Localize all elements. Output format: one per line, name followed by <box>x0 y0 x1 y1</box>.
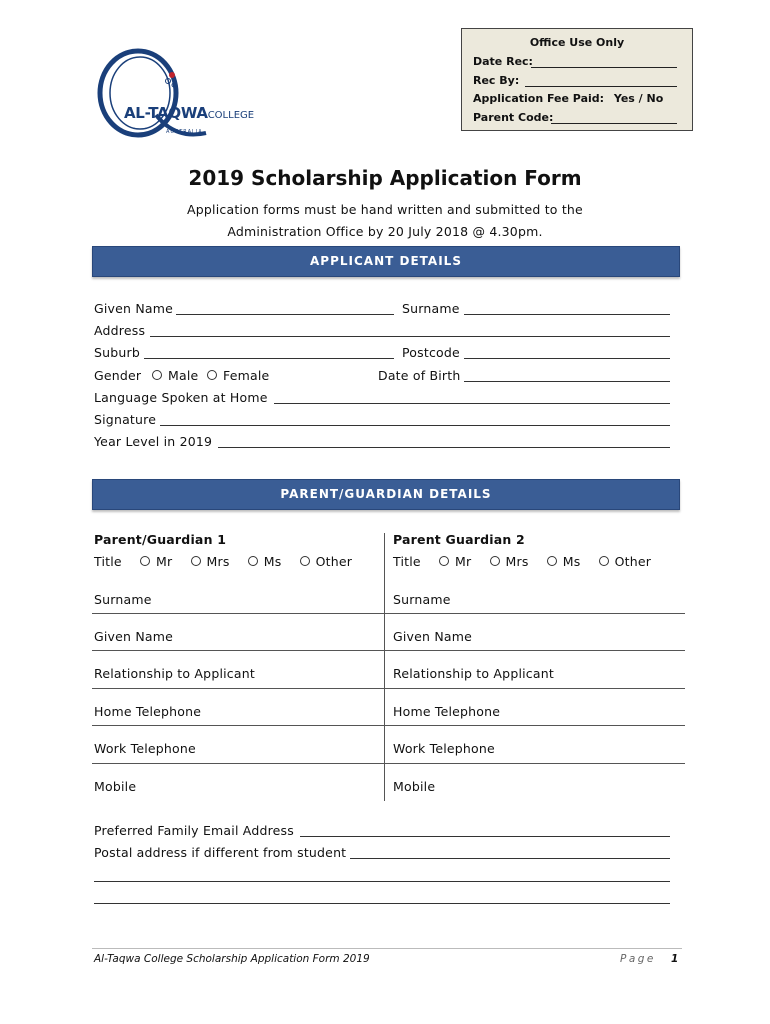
g1-other-option[interactable]: Other <box>300 554 353 569</box>
guardian-1-heading: Parent/Guardian 1 <box>94 532 227 547</box>
guardian-details-header: PARENT/GUARDIAN DETAILS <box>92 479 680 510</box>
guardian-1-title-options: Title Mr Mrs Ms Other <box>94 554 353 569</box>
logo-wordmark: AL-TAQWACOLLEGE <box>124 104 255 122</box>
radio-icon[interactable] <box>547 556 557 566</box>
female-radio-icon[interactable] <box>207 370 217 380</box>
footer-page-label: Page <box>620 953 656 965</box>
family-email-field[interactable] <box>300 836 670 837</box>
radio-icon[interactable] <box>599 556 609 566</box>
form-title: 2019 Scholarship Application Form <box>188 166 582 190</box>
g2-work-telephone-label[interactable]: Work Telephone <box>393 741 495 756</box>
office-rec-by: Rec By: <box>473 74 519 87</box>
footer-page-number: 1 <box>671 953 679 965</box>
postal-address-field-3[interactable] <box>94 903 670 904</box>
guardian-2-title-options: Title Mr Mrs Ms Other <box>393 554 652 569</box>
applicant-details-header: APPLICANT DETAILS <box>92 246 680 277</box>
row-divider <box>92 613 685 614</box>
g2-mobile-label[interactable]: Mobile <box>393 779 436 794</box>
suburb-field[interactable] <box>144 358 394 359</box>
address-field[interactable] <box>150 336 670 337</box>
g2-home-telephone-label[interactable]: Home Telephone <box>393 704 501 719</box>
guardian-table <box>92 530 685 802</box>
table-column-divider <box>384 533 385 801</box>
g1-mobile-label[interactable]: Mobile <box>94 779 137 794</box>
language-field[interactable] <box>274 403 670 404</box>
parent-code-blank <box>551 123 677 124</box>
instruction-line-1: Application forms must be hand written and submitted to the <box>187 202 583 217</box>
g2-ms-option[interactable]: Ms <box>547 554 581 569</box>
radio-icon[interactable] <box>191 556 201 566</box>
office-use-box <box>461 28 693 131</box>
g1-home-telephone-label[interactable]: Home Telephone <box>94 704 202 719</box>
suburb-postcode-row: Suburb Postcode <box>94 345 672 363</box>
radio-icon[interactable] <box>248 556 258 566</box>
postal-address-row: Postal address if different from student <box>94 845 672 863</box>
given-name-surname-row: Given Name Surname <box>94 301 672 319</box>
guardian-2-heading: Parent Guardian 2 <box>393 532 525 547</box>
logo-country: AUSTRALIA <box>166 129 203 135</box>
postcode-field[interactable] <box>464 358 670 359</box>
office-fee-paid: Application Fee Paid: Yes / No <box>473 92 664 105</box>
g1-relationship-label[interactable]: Relationship to Applicant <box>94 666 255 681</box>
g1-given-name-label[interactable]: Given Name <box>94 629 174 644</box>
footer-divider <box>92 948 682 949</box>
year-level-row: Year Level in 2019 <box>94 434 672 452</box>
instruction-line-2: Administration Office by 20 July 2018 @ 4.30pm. <box>227 224 543 239</box>
radio-icon[interactable] <box>490 556 500 566</box>
signature-row: Signature <box>94 412 672 430</box>
g2-relationship-label[interactable]: Relationship to Applicant <box>393 666 554 681</box>
g1-surname-label[interactable]: Surname <box>94 592 152 607</box>
office-use-title: Office Use Only <box>529 36 625 49</box>
postal-address-field-2[interactable] <box>94 881 670 882</box>
language-row: Language Spoken at Home <box>94 390 672 408</box>
office-date-rec: Date Rec: <box>473 55 533 68</box>
office-parent-code: Parent Code: <box>473 111 553 124</box>
year-level-field[interactable] <box>218 447 670 448</box>
radio-icon[interactable] <box>439 556 449 566</box>
row-divider <box>92 725 685 726</box>
g2-other-option[interactable]: Other <box>599 554 652 569</box>
rec-by-blank <box>525 86 677 87</box>
g1-mr-option[interactable]: Mr <box>140 554 172 569</box>
postal-address-line-2 <box>94 868 672 886</box>
postal-address-field[interactable] <box>350 858 670 859</box>
g2-surname-label[interactable]: Surname <box>393 592 451 607</box>
gender-male-option[interactable]: Male <box>152 368 198 383</box>
address-row: Address <box>94 323 672 341</box>
date-rec-blank <box>531 67 677 68</box>
gender-female-option[interactable]: Female <box>207 368 269 383</box>
gender-dob-row: Gender Male Female Date of Birth <box>94 368 672 386</box>
postal-address-line-3 <box>94 890 672 908</box>
g1-work-telephone-label[interactable]: Work Telephone <box>94 741 196 756</box>
row-divider <box>92 688 685 689</box>
g2-mr-option[interactable]: Mr <box>439 554 471 569</box>
radio-icon[interactable] <box>300 556 310 566</box>
g1-ms-option[interactable]: Ms <box>248 554 282 569</box>
family-email-row: Preferred Family Email Address <box>94 823 672 841</box>
g1-mrs-option[interactable]: Mrs <box>191 554 230 569</box>
surname-field[interactable] <box>464 314 670 315</box>
g2-given-name-label[interactable]: Given Name <box>393 629 473 644</box>
g2-mrs-option[interactable]: Mrs <box>490 554 529 569</box>
footer-document-name: Al-Taqwa College Scholarship Application Form 2019 <box>94 953 370 965</box>
signature-field[interactable] <box>160 425 670 426</box>
college-logo <box>96 45 296 145</box>
date-of-birth-field[interactable] <box>464 381 670 382</box>
row-divider <box>92 650 685 651</box>
given-name-field[interactable] <box>176 314 394 315</box>
row-divider <box>92 763 685 764</box>
radio-icon[interactable] <box>140 556 150 566</box>
male-radio-icon[interactable] <box>152 370 162 380</box>
